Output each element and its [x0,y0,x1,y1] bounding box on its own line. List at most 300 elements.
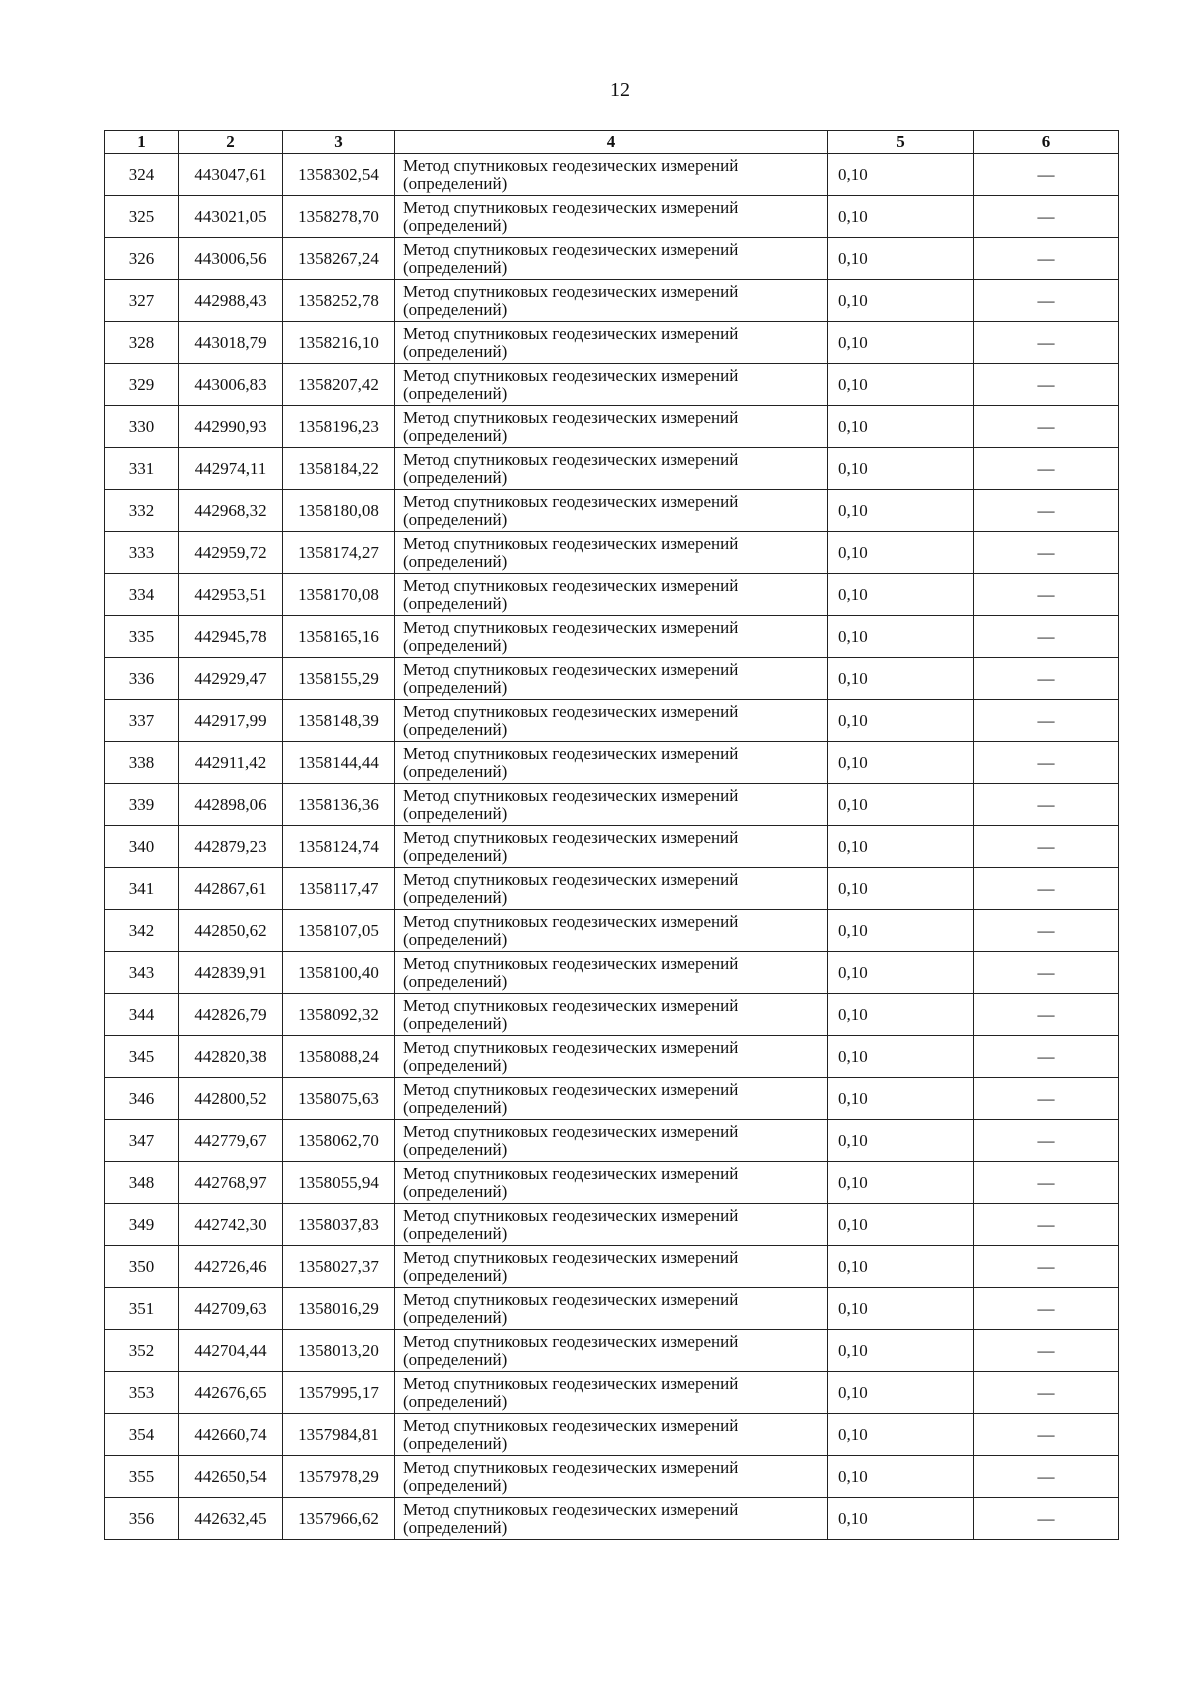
point-number-cell: 346 [105,1078,179,1120]
accuracy-cell: 0,10 [828,952,974,994]
method-text-line1: Метод спутниковых геодезических измерений [403,407,739,427]
table-row [105,826,1119,868]
coordinate-y-cell: 1358124,74 [283,826,395,868]
coordinate-y-cell: 1358100,40 [283,952,395,994]
table-row [105,1330,1119,1372]
table-row [105,238,1119,280]
method-text-line1: Метод спутниковых геодезических измерений [403,617,739,637]
coordinate-y-cell: 1357966,62 [283,1498,395,1540]
method-text-line1: Метод спутниковых геодезических измерений [403,491,739,511]
coordinate-x-cell: 442826,79 [179,994,283,1036]
accuracy-cell: 0,10 [828,574,974,616]
table-header-row [105,131,1119,154]
table-row [105,868,1119,910]
note-cell: — [974,700,1119,742]
column-header-1: 1 [105,131,179,154]
coordinate-x-cell: 442704,44 [179,1330,283,1372]
accuracy-cell: 0,10 [828,910,974,952]
point-number-cell: 339 [105,784,179,826]
method-text-line1: Метод спутниковых геодезических измерений [403,533,739,553]
table-row [105,280,1119,322]
coordinate-y-cell: 1358136,36 [283,784,395,826]
accuracy-cell: 0,10 [828,784,974,826]
table-body [105,154,1119,1540]
method-text-line2: (определений) [403,1391,508,1411]
method-cell [395,1162,828,1204]
method-cell [395,1078,828,1120]
note-cell: — [974,1078,1119,1120]
method-text-line2: (определений) [403,1097,508,1117]
method-text-line1: Метод спутниковых геодезических измерений [403,953,739,973]
note-cell: — [974,238,1119,280]
coordinate-x-cell: 442959,72 [179,532,283,574]
point-number-cell: 332 [105,490,179,532]
accuracy-cell: 0,10 [828,238,974,280]
note-cell: — [974,994,1119,1036]
point-number-cell: 324 [105,154,179,196]
method-cell [395,742,828,784]
method-text-line2: (определений) [403,467,508,487]
note-cell: — [974,1330,1119,1372]
note-cell: — [974,574,1119,616]
method-text-line1: Метод спутниковых геодезических измерений [403,995,739,1015]
coordinate-y-cell: 1358117,47 [283,868,395,910]
method-text-line2: (определений) [403,1139,508,1159]
table-row [105,910,1119,952]
table-row [105,154,1119,196]
table-row [105,994,1119,1036]
method-text-line2: (определений) [403,635,508,655]
method-text-line2: (определений) [403,803,508,823]
point-number-cell: 347 [105,1120,179,1162]
accuracy-cell: 0,10 [828,364,974,406]
coordinate-y-cell: 1358016,29 [283,1288,395,1330]
method-text-line1: Метод спутниковых геодезических измерений [403,743,739,763]
accuracy-cell: 0,10 [828,532,974,574]
note-cell: — [974,322,1119,364]
point-number-cell: 352 [105,1330,179,1372]
method-text-line2: (определений) [403,1475,508,1495]
coordinate-x-cell: 442650,54 [179,1456,283,1498]
note-cell: — [974,868,1119,910]
method-cell [395,868,828,910]
point-number-cell: 329 [105,364,179,406]
point-number-cell: 333 [105,532,179,574]
coordinate-x-cell: 442879,23 [179,826,283,868]
table-row [105,742,1119,784]
point-number-cell: 337 [105,700,179,742]
point-number-cell: 328 [105,322,179,364]
coordinate-y-cell: 1358037,83 [283,1204,395,1246]
coordinate-x-cell: 442676,65 [179,1372,283,1414]
method-text-line1: Метод спутниковых геодезических измерений [403,323,739,343]
point-number-cell: 341 [105,868,179,910]
page-number: 12 [610,79,630,101]
coordinate-y-cell: 1358144,44 [283,742,395,784]
coordinate-x-cell: 442660,74 [179,1414,283,1456]
coordinate-x-cell: 443006,83 [179,364,283,406]
method-text-line2: (определений) [403,887,508,907]
coordinate-y-cell: 1358184,22 [283,448,395,490]
method-text-line1: Метод спутниковых геодезических измерений [403,1205,739,1225]
coordinate-y-cell: 1358170,08 [283,574,395,616]
method-text-line2: (определений) [403,1517,508,1537]
note-cell: — [974,490,1119,532]
accuracy-cell: 0,10 [828,1456,974,1498]
point-number-cell: 340 [105,826,179,868]
point-number-cell: 327 [105,280,179,322]
method-text-line2: (определений) [403,341,508,361]
coordinate-y-cell: 1358165,16 [283,616,395,658]
method-text-line2: (определений) [403,173,508,193]
method-text-line2: (определений) [403,299,508,319]
note-cell: — [974,1246,1119,1288]
method-text-line2: (определений) [403,425,508,445]
method-cell [395,616,828,658]
method-cell [395,784,828,826]
method-text-line1: Метод спутниковых геодезических измерений [403,575,739,595]
note-cell: — [974,532,1119,574]
table-row [105,364,1119,406]
point-number-cell: 331 [105,448,179,490]
accuracy-cell: 0,10 [828,826,974,868]
coordinate-y-cell: 1358267,24 [283,238,395,280]
coordinate-y-cell: 1358055,94 [283,1162,395,1204]
note-cell: — [974,280,1119,322]
method-text-line2: (определений) [403,761,508,781]
note-cell: — [974,1288,1119,1330]
note-cell: — [974,1414,1119,1456]
method-text-line2: (определений) [403,551,508,571]
coordinate-y-cell: 1357995,17 [283,1372,395,1414]
accuracy-cell: 0,10 [828,1288,974,1330]
note-cell: — [974,910,1119,952]
coordinate-x-cell: 442929,47 [179,658,283,700]
method-text-line2: (определений) [403,593,508,613]
coordinate-x-cell: 442867,61 [179,868,283,910]
accuracy-cell: 0,10 [828,868,974,910]
coordinate-x-cell: 442726,46 [179,1246,283,1288]
column-header-4: 4 [395,131,828,154]
table-row [105,1078,1119,1120]
point-number-cell: 343 [105,952,179,994]
method-cell [395,196,828,238]
accuracy-cell: 0,10 [828,406,974,448]
coordinate-x-cell: 442820,38 [179,1036,283,1078]
method-text-line1: Метод спутниковых геодезических измерений [403,1499,739,1519]
method-text-line1: Метод спутниковых геодезических измерений [403,155,739,175]
method-text-line2: (определений) [403,929,508,949]
point-number-cell: 349 [105,1204,179,1246]
coordinate-x-cell: 442968,32 [179,490,283,532]
accuracy-cell: 0,10 [828,280,974,322]
table-row [105,700,1119,742]
point-number-cell: 350 [105,1246,179,1288]
note-cell: — [974,826,1119,868]
point-number-cell: 344 [105,994,179,1036]
point-number-cell: 336 [105,658,179,700]
method-text-line1: Метод спутниковых геодезических измерений [403,1457,739,1477]
accuracy-cell: 0,10 [828,196,974,238]
note-cell: — [974,1498,1119,1540]
method-cell [395,532,828,574]
method-text-line1: Метод спутниковых геодезических измерений [403,827,739,847]
table-row [105,1456,1119,1498]
note-cell: — [974,196,1119,238]
note-cell: — [974,658,1119,700]
method-cell [395,490,828,532]
method-cell [395,658,828,700]
column-header-2: 2 [179,131,283,154]
note-cell: — [974,406,1119,448]
table-row [105,406,1119,448]
method-text-line1: Метод спутниковых геодезических измерений [403,1289,739,1309]
table-row [105,1288,1119,1330]
coordinate-x-cell: 442800,52 [179,1078,283,1120]
table-row [105,616,1119,658]
accuracy-cell: 0,10 [828,1372,974,1414]
note-cell: — [974,952,1119,994]
coordinate-x-cell: 442632,45 [179,1498,283,1540]
coordinate-y-cell: 1358207,42 [283,364,395,406]
coordinate-x-cell: 442988,43 [179,280,283,322]
method-cell [395,448,828,490]
coordinate-y-cell: 1357978,29 [283,1456,395,1498]
method-text-line1: Метод спутниковых геодезических измерений [403,911,739,931]
coordinate-x-cell: 443021,05 [179,196,283,238]
note-cell: — [974,364,1119,406]
point-number-cell: 354 [105,1414,179,1456]
method-cell [395,1498,828,1540]
point-number-cell: 351 [105,1288,179,1330]
method-cell [395,826,828,868]
coordinate-y-cell: 1358216,10 [283,322,395,364]
method-cell [395,700,828,742]
coordinates-table [104,130,1119,1540]
method-text-line1: Метод спутниковых геодезических измерений [403,1373,739,1393]
coordinate-y-cell: 1358174,27 [283,532,395,574]
method-cell [395,1120,828,1162]
method-text-line2: (определений) [403,719,508,739]
note-cell: — [974,1162,1119,1204]
coordinate-x-cell: 442768,97 [179,1162,283,1204]
accuracy-cell: 0,10 [828,448,974,490]
point-number-cell: 356 [105,1498,179,1540]
table-row [105,1372,1119,1414]
accuracy-cell: 0,10 [828,742,974,784]
table-row [105,658,1119,700]
method-cell [395,1036,828,1078]
accuracy-cell: 0,10 [828,1078,974,1120]
method-text-line1: Метод спутниковых геодезических измерений [403,1079,739,1099]
method-text-line1: Метод спутниковых геодезических измерений [403,1415,739,1435]
accuracy-cell: 0,10 [828,616,974,658]
method-text-line1: Метод спутниковых геодезических измерений [403,1331,739,1351]
coordinate-y-cell: 1358092,32 [283,994,395,1036]
coordinate-x-cell: 442917,99 [179,700,283,742]
table-row [105,490,1119,532]
method-cell [395,238,828,280]
note-cell: — [974,448,1119,490]
method-text-line2: (определений) [403,1013,508,1033]
column-header-3: 3 [283,131,395,154]
method-text-line1: Метод спутниковых геодезических измерений [403,1247,739,1267]
note-cell: — [974,1120,1119,1162]
coordinate-y-cell: 1358155,29 [283,658,395,700]
method-text-line2: (определений) [403,971,508,991]
accuracy-cell: 0,10 [828,1414,974,1456]
accuracy-cell: 0,10 [828,490,974,532]
coordinate-x-cell: 442953,51 [179,574,283,616]
point-number-cell: 348 [105,1162,179,1204]
note-cell: — [974,154,1119,196]
table-row [105,1414,1119,1456]
coordinate-y-cell: 1357984,81 [283,1414,395,1456]
method-text-line1: Метод спутниковых геодезических измерений [403,239,739,259]
coordinate-y-cell: 1358013,20 [283,1330,395,1372]
coordinate-x-cell: 442990,93 [179,406,283,448]
point-number-cell: 326 [105,238,179,280]
table-row [105,532,1119,574]
method-text-line2: (определений) [403,1181,508,1201]
accuracy-cell: 0,10 [828,154,974,196]
method-text-line1: Метод спутниковых геодезических измерений [403,701,739,721]
method-cell [395,910,828,952]
accuracy-cell: 0,10 [828,1246,974,1288]
coordinate-x-cell: 442898,06 [179,784,283,826]
coordinate-x-cell: 443018,79 [179,322,283,364]
method-text-line1: Метод спутниковых геодезических измерений [403,1037,739,1057]
point-number-cell: 353 [105,1372,179,1414]
coordinate-y-cell: 1358180,08 [283,490,395,532]
note-cell: — [974,1372,1119,1414]
table-row [105,448,1119,490]
table-row [105,952,1119,994]
table-row [105,784,1119,826]
accuracy-cell: 0,10 [828,1162,974,1204]
method-cell [395,1414,828,1456]
accuracy-cell: 0,10 [828,322,974,364]
method-cell [395,574,828,616]
table-row [105,1204,1119,1246]
column-header-5: 5 [828,131,974,154]
accuracy-cell: 0,10 [828,1330,974,1372]
coordinate-x-cell: 442742,30 [179,1204,283,1246]
method-text-line2: (определений) [403,1307,508,1327]
method-text-line1: Метод спутниковых геодезических измерений [403,659,739,679]
table-row [105,1162,1119,1204]
method-cell [395,994,828,1036]
note-cell: — [974,742,1119,784]
note-cell: — [974,1204,1119,1246]
method-cell [395,1246,828,1288]
coordinate-x-cell: 443047,61 [179,154,283,196]
note-cell: — [974,1036,1119,1078]
method-text-line2: (определений) [403,677,508,697]
method-text-line1: Метод спутниковых геодезических измерений [403,1163,739,1183]
table-row [105,1036,1119,1078]
method-cell [395,1288,828,1330]
coordinate-y-cell: 1358278,70 [283,196,395,238]
method-cell [395,322,828,364]
method-text-line2: (определений) [403,1223,508,1243]
coordinate-y-cell: 1358088,24 [283,1036,395,1078]
method-cell [395,1372,828,1414]
coordinate-x-cell: 442839,91 [179,952,283,994]
coordinate-x-cell: 442850,62 [179,910,283,952]
point-number-cell: 325 [105,196,179,238]
accuracy-cell: 0,10 [828,994,974,1036]
accuracy-cell: 0,10 [828,1204,974,1246]
method-text-line1: Метод спутниковых геодезических измерений [403,785,739,805]
method-text-line1: Метод спутниковых геодезических измерений [403,281,739,301]
method-text-line2: (определений) [403,1433,508,1453]
column-header-6: 6 [974,131,1119,154]
method-cell [395,1330,828,1372]
point-number-cell: 345 [105,1036,179,1078]
method-text-line1: Метод спутниковых геодезических измерений [403,869,739,889]
table-row [105,574,1119,616]
coordinate-y-cell: 1358075,63 [283,1078,395,1120]
method-text-line1: Метод спутниковых геодезических измерений [403,449,739,469]
note-cell: — [974,616,1119,658]
method-cell [395,280,828,322]
method-text-line2: (определений) [403,1349,508,1369]
method-cell [395,952,828,994]
coordinate-x-cell: 442709,63 [179,1288,283,1330]
accuracy-cell: 0,10 [828,700,974,742]
coordinate-y-cell: 1358302,54 [283,154,395,196]
table-row [105,196,1119,238]
point-number-cell: 335 [105,616,179,658]
method-text-line1: Метод спутниковых геодезических измерений [403,1121,739,1141]
coordinate-y-cell: 1358107,05 [283,910,395,952]
method-cell [395,406,828,448]
method-text-line1: Метод спутниковых геодезических измерений [403,197,739,217]
method-text-line2: (определений) [403,1265,508,1285]
coordinate-x-cell: 443006,56 [179,238,283,280]
coordinate-x-cell: 442911,42 [179,742,283,784]
method-text-line2: (определений) [403,845,508,865]
method-cell [395,1456,828,1498]
method-cell [395,154,828,196]
point-number-cell: 355 [105,1456,179,1498]
coordinate-y-cell: 1358148,39 [283,700,395,742]
coordinate-y-cell: 1358252,78 [283,280,395,322]
accuracy-cell: 0,10 [828,1036,974,1078]
coordinate-y-cell: 1358062,70 [283,1120,395,1162]
accuracy-cell: 0,10 [828,658,974,700]
coordinate-y-cell: 1358027,37 [283,1246,395,1288]
point-number-cell: 342 [105,910,179,952]
method-cell [395,1204,828,1246]
coordinate-x-cell: 442779,67 [179,1120,283,1162]
method-text-line1: Метод спутниковых геодезических измерений [403,365,739,385]
method-text-line2: (определений) [403,383,508,403]
coordinate-y-cell: 1358196,23 [283,406,395,448]
accuracy-cell: 0,10 [828,1498,974,1540]
point-number-cell: 334 [105,574,179,616]
coordinate-x-cell: 442945,78 [179,616,283,658]
table-row [105,322,1119,364]
method-text-line2: (определений) [403,509,508,529]
table-row [105,1246,1119,1288]
method-text-line2: (определений) [403,215,508,235]
point-number-cell: 338 [105,742,179,784]
note-cell: — [974,1456,1119,1498]
coordinate-x-cell: 442974,11 [179,448,283,490]
table-row [105,1120,1119,1162]
